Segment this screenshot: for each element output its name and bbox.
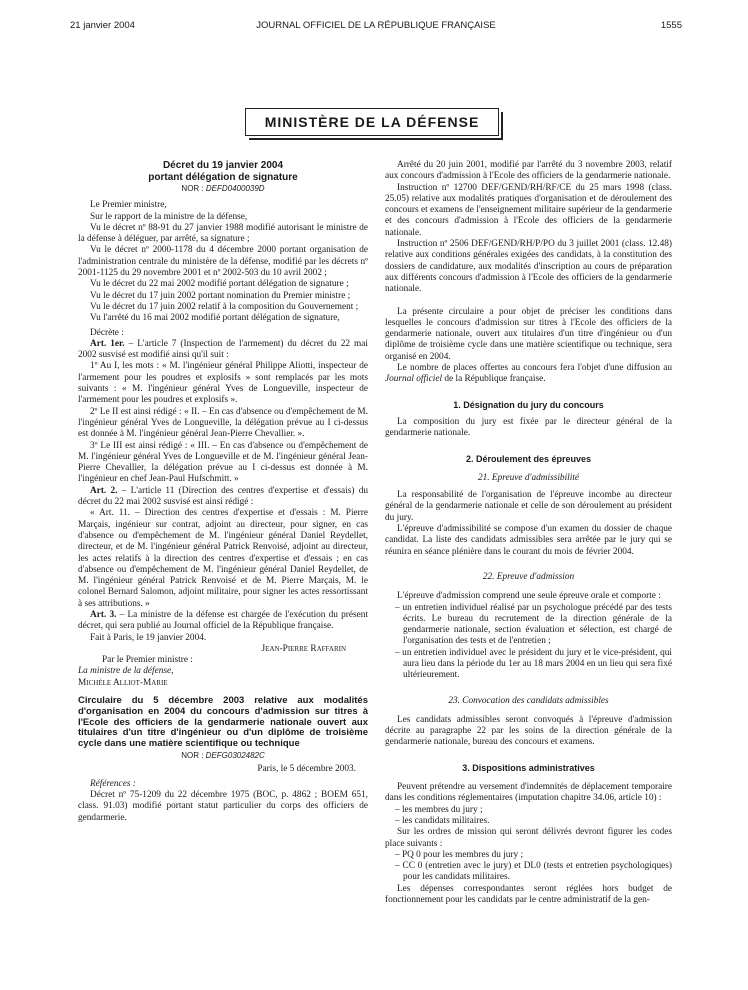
minister-title-text: La ministre de la défense, [78, 666, 174, 677]
section-3-paragraph-2: Sur les ordres de mission qui seront délivrés devront figurer les codes place suivants : [385, 827, 672, 849]
article-2-quote: « Art. 11. – Direction des centres d'expertise et d'essais : M. Pierre Marçais, ingénieur sur contrat, adjoint au directeur, pour signer, en cas d'absence ou d'empêchement de M. l'ingénieur général Daniel Reydellet, directeur, et de M. l'ingénieur général Patrick Renvoisé, adjoint au directeur, les actes relatifs à la direction des centres d'expertise et d'essais ; en cas d'absence ou d'empêchement de M. l'ingénieur général Daniel Reydellet, de M. l'ingénieur général Patrick Renvoisé et de M. Pierre Marçais, M. le colonel Bernard Salomon, adjoint militaire, pour signer les actes ressortissant à ses attributions. » [78, 508, 368, 609]
visa-8: Vu l'arrêté du 16 mai 2002 modifié portant délégation de signature, [90, 313, 340, 324]
par-le-premier-ministre: Par le Premier ministre : [102, 655, 193, 666]
section-22-heading: 22. Epreuve d'admission [482, 571, 575, 582]
list-item: – les membres du jury ; [395, 804, 483, 815]
circular-nor-label: NOR : [181, 751, 206, 761]
list-item: – un entretien individuel réalisé par un psychologue précédé par des tests écrits. Le bureau du recrutement de la direction générale de la gendarmerie nationale, section évaluation et sélection, est chargé de l'organisation des tests et de l'entretien ; [395, 602, 672, 647]
intro-paragraph-1: La présente circulaire a pour objet de préciser les conditions dans lesquelles le concours d'admission sur titres à l'Ecole des officiers de la gendarmerie nationale, ouvert aux titulaires d'un titre d'ingénieur ou d'un diplôme de troisième cycle dans une matière scientifique ou technique, sera organisé en 2004. [385, 306, 672, 362]
reference-3: Instruction nº 12700 DEF/GEND/RH/RF/CE du 25 mars 1998 (class. 25.05) relative aux modalités pratiques d'organisation et de déroulement des concours et examens de l'enseignement militaire supérieur de la gendarmerie et des concours d'admission à l'Ecole des officiers de la gendarmerie nationale. [385, 182, 672, 238]
section-23-heading: 23. Convocation des candidats admissibles [448, 695, 609, 706]
section-1-text: La composition du jury est fixée par le directeur général de la gendarmerie nationale. [385, 416, 672, 439]
article-1-item-1: 1º Au I, les mots : « M. l'ingénieur général Philippe Aliotti, inspecteur de l'armement pour les poudres et explosifs » sont remplacés par les mots suivants : « M. l'ingénieur général Yves de Longueville, inspecteur de l'armement pour les poudres et explosifs ». [78, 361, 368, 406]
article-3-text: – La ministre de la défense est chargée de l'exécution du présent décret, qui sera publié au Journal officiel de la République française. [78, 609, 368, 632]
intro-paragraph-2 [385, 363, 672, 386]
article-3 [78, 610, 368, 633]
decrete: Décrète : [90, 327, 124, 338]
section-1-heading: 1. Désignation du jury du concours [453, 399, 604, 410]
section-22-list [385, 603, 672, 682]
page-header [70, 20, 682, 34]
section-3-paragraph-3: Les dépenses correspondantes seront réglées hors budget de fonctionnement pour les candidats par le centre administratif de la gen- [385, 883, 672, 906]
right-column [385, 160, 672, 906]
fait-a-paris: Fait à Paris, le 19 janvier 2004. [90, 632, 207, 643]
section-22-paragraph: L'épreuve d'admission comprend une seule épreuve orale et comporte : [397, 591, 661, 602]
header-journal: JOURNAL OFFICIEL DE LA RÉPUBLIQUE FRANÇAISE [256, 20, 496, 31]
visa-5: Vu le décret du 22 mai 2002 modifié portant délégation de signature ; [90, 279, 349, 290]
ministry-title: MINISTÈRE DE LA DÉFENSE [264, 114, 480, 130]
visa-4: Vu le décret nº 2000-1178 du 4 décembre 2000 portant organisation de l'administration centrale du ministère de la défense, modifié par les décrets nº 2001-1125 du 29 novembre 2001 et nº 2002-503 du 10 avril 2002 ; [78, 245, 368, 279]
article-2 [78, 486, 368, 509]
article-2-text: – L'article 11 (Direction des centres d'expertise et d'essais) du décret du 22 mai 2002 susvisé est ainsi rédigé : [78, 485, 368, 508]
intro-2-start: Le nombre de places offertes au concours fera l'objet d'une diffusion au [397, 363, 672, 374]
reference-4: Instruction nº 2506 DEF/GEND/RH/P/PO du 3 juillet 2001 (class. 12.48) relative aux conditions générales exigées des candidats, à la constitution des dossiers de candidature, aux modalités d'inscription au cours de préparation aux différents concours d'admission à l'Ecole des officiers de la gendarmerie nationale. [385, 239, 672, 295]
minister-title [78, 666, 368, 677]
section-3-list-1 [385, 805, 672, 828]
section-3-list-2 [385, 850, 672, 884]
visa-6: Vu le décret du 17 juin 2002 portant nomination du Premier ministre ; [90, 290, 351, 301]
section-21-paragraph-1: La responsabilité de l'organisation de l'épreuve incombe au directeur général de la gendarmerie nationale et celle de son déroulement au président du jury. [385, 490, 672, 523]
visa-2: Sur le rapport de la ministre de la défense, [90, 211, 248, 222]
left-column [78, 160, 368, 824]
decree-nor [78, 183, 368, 194]
visa-7: Vu le décret du 17 juin 2002 relatif à la composition du Gouvernement ; [90, 301, 359, 312]
section-3-paragraph-1: Peuvent prétendre au versement d'indemnités de déplacement temporaire dans les conditions réglementaires (imputation chapitre 34.06, article 10) : [385, 782, 672, 804]
section-21-paragraph-2: L'épreuve d'admissibilité se compose d'un examen du dossier de chaque candidat. La liste des candidats admissibles sera arrêtée par le jury qui se réunira en séance plénière dans le courant du mois de février 2004. [385, 524, 672, 557]
section-23-text: Les candidats admissibles seront convoqués à l'épreuve d'admission décrite au paragraphe 22 par les soins de la direction générale de la gendarmerie nationale, bureau des concours et examens. [385, 714, 672, 748]
decree-subtitle: portant délégation de signature [148, 171, 298, 183]
article-1-item-3: 3º Le III est ainsi rédigé : « III. – En cas d'absence ou d'empêchement de M. l'ingénieur général Yves de Longueville et de M. l'ingénieur général Jean-Pierre Chevallier, la délégation prévue au I ci-dessus est donnée à M. l'ingénieur en chef Jean-Paul Hufschmitt. » [78, 440, 368, 485]
nor-label: NOR : [181, 184, 206, 193]
list-item: – PQ 0 pour les membres du jury ; [395, 849, 524, 860]
list-item: – les candidats militaires. [395, 815, 490, 826]
reference-2: Arrêté du 20 juin 2001, modifié par l'arrêté du 3 novembre 2003, relatif aux concours d'admission à l'Ecole des officiers de la gendarmerie nationale. [385, 160, 672, 182]
article-3-label: Art. 3. [90, 609, 117, 620]
list-item: – CC 0 (entretien avec le jury) et DL0 (tests et entretien psychologiques) pour les candidats militaires. [395, 861, 672, 883]
article-1 [78, 339, 368, 362]
circular-nor-code: DEFG0302482C [205, 751, 265, 761]
references-label [78, 779, 368, 790]
circular-nor [78, 750, 368, 761]
ministry-box [245, 108, 499, 136]
visa-3: Vu le décret nº 88-91 du 27 janvier 1988 modifié autorisant le ministre de la défense à déléguer, par arrêté, sa signature ; [78, 222, 368, 245]
article-1-item-2: 2º Le II est ainsi rédigé : « II. – En cas d'absence ou d'empêchement de M. l'ingénieur général Yves de Longueville, la délégation prévue au I ci-dessus est donnée à M. l'ingénieur général Jean-Pierre Chevallier. ». [78, 406, 368, 440]
signature-minister: Michèle Alliot-Marie [78, 677, 168, 688]
visa-1: Le Premier ministre, [90, 200, 167, 211]
article-2-label: Art. 2. [90, 485, 118, 496]
reference-1: Décret nº 75-1209 du 22 décembre 1975 (BOC, p. 4862 ; BOEM 651, class. 91.03) modifié portant statut particulier du corps des officiers de gendarmerie. [78, 789, 368, 823]
circular-date: Paris, le 5 décembre 2003. [257, 764, 356, 775]
nor-code: DEFD0400039D [205, 184, 265, 193]
section-21-heading: 21. Epreuve d'admissibilité [477, 472, 580, 483]
intro-2-end: de la République française. [442, 374, 546, 385]
list-item: – un entretien individuel avec le président du jury et le vice-président, qui aura lieu dans la période du 1er au 18 mars 2004 en un lieu qui sera fixé ultérieurement. [395, 647, 672, 681]
decree-title: Décret du 19 janvier 2004 [162, 160, 284, 171]
section-3-heading: 3. Dispositions administratives [462, 762, 595, 773]
header-date: 21 janvier 2004 [70, 20, 135, 31]
intro-2-journal: Journal officiel [385, 374, 443, 385]
header-page-number: 1555 [660, 20, 682, 31]
article-1-label: Art. 1er. [90, 338, 125, 349]
circular-title: Circulaire du 5 décembre 2003 relative aux modalités d'organisation en 2004 du concours d'admission sur titres à l'Ecole des officiers de la gendarmerie nationale ouvert aux titulaires d'un titre d'ingénieur ou d'un diplôme de troisième cycle dans une matière scientifique ou technique [78, 695, 368, 750]
section-2-heading: 2. Déroulement des épreuves [465, 453, 592, 464]
article-1-text: – L'article 7 (Inspection de l'armement) du décret du 22 mai 2002 susvisé est modifié ainsi qu'il suit : [78, 338, 368, 361]
signature-prime-minister: Jean-Pierre Raffarin [261, 643, 346, 654]
references-label-text: Références : [90, 778, 136, 789]
